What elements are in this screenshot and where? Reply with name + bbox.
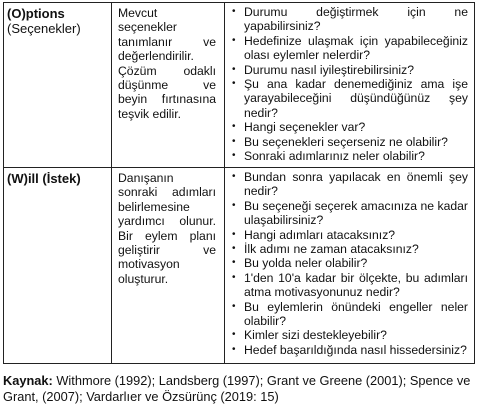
question-item	[232, 242, 468, 256]
will-header-letter: (W)	[7, 171, 28, 186]
question-text: Hedefinize ulaşmak için yapabileceğiniz olası eylemler nelerdir?	[244, 33, 468, 63]
bullet-icon: •	[232, 199, 236, 211]
question-item	[232, 271, 468, 300]
bullet-icon: •	[232, 228, 236, 240]
options-header-letter: (O)	[7, 6, 26, 21]
question-item	[232, 170, 468, 199]
question-item	[232, 63, 468, 77]
question-text: 1'den 10'a kadar bir ölçekte, bu adımları atma motivasyonunuz nedir?	[244, 270, 468, 300]
question-item	[232, 34, 468, 63]
question-text: Durumu nasıl iyileştirebilirsiniz?	[244, 62, 415, 77]
source-caption	[3, 373, 477, 405]
options-header	[7, 6, 107, 36]
question-text: Bu yolda neler olabilir?	[244, 256, 368, 271]
column-divider-1	[111, 3, 112, 363]
bullet-icon: •	[232, 6, 236, 17]
question-text: Bundan sonra yapılacak en önemli şey nedir?	[244, 170, 468, 199]
source-label: Kaynak:	[3, 373, 53, 388]
question-item	[232, 135, 468, 149]
bullet-icon: •	[232, 34, 236, 46]
question-text: Hangi adımları atacaksınız?	[244, 227, 396, 242]
coaching-options-will-table	[3, 2, 475, 364]
bullet-icon: •	[232, 300, 236, 312]
bullet-icon: •	[232, 257, 236, 269]
question-item	[232, 300, 468, 329]
question-text: Şu ana kadar denemediğiniz ama işe yarayabileceğini düşündüğünüz şey nedir?	[244, 77, 468, 120]
question-item	[232, 343, 468, 357]
bullet-icon: •	[232, 243, 236, 255]
bullet-icon: •	[232, 121, 236, 133]
question-item	[232, 256, 468, 270]
question-item	[232, 120, 468, 134]
will-header	[7, 171, 107, 186]
bullet-icon: •	[232, 329, 236, 341]
question-item	[232, 5, 468, 34]
question-item	[232, 149, 468, 163]
options-header-word: ptions	[25, 6, 65, 21]
question-item	[232, 228, 468, 242]
options-header-translation: (Seçenekler)	[7, 21, 81, 36]
options-question-list	[232, 5, 468, 163]
bullet-icon: •	[232, 63, 236, 75]
bullet-icon: •	[232, 135, 236, 147]
will-description: Danışanın sonraki adımları belirlemesine yardımcı olunur. Bir eylem planı geliştirir ve motivasyon oluşturur.	[118, 171, 216, 286]
options-description: Mevcut seçenekler tanımlanır ve değerlendirilir. Çözüm odaklı düşünme ve beyin fırtınasına teşvik edilir.	[118, 6, 216, 121]
bullet-icon: •	[232, 271, 236, 283]
source-text: Withmore (1992); Landsberg (1997); Grant ve Greene (2001); Spence ve Grant, (2007); Vardarlıer ve Özsürünç (2019: 15)	[3, 373, 471, 404]
bullet-icon: •	[232, 78, 236, 90]
question-item	[232, 328, 468, 342]
question-text: Kimler sizi destekleyebilir?	[244, 328, 387, 343]
question-text: Hedef başarıldığında nasıl hissedersiniz?	[244, 342, 467, 357]
bullet-icon: •	[232, 343, 236, 355]
column-divider-2	[224, 3, 225, 363]
will-question-list	[232, 170, 468, 357]
question-text: Sonraki adımlarınız neler olabilir?	[244, 149, 425, 164]
row-divider	[4, 167, 474, 168]
bullet-icon: •	[232, 171, 236, 182]
bullet-icon: •	[232, 150, 236, 162]
question-text: Durumu değiştirmek için ne yapabilirsiniz?	[244, 5, 468, 34]
question-text: Bu seçeneği seçerek amacınıza ne kadar ulaşabilirsiniz?	[244, 198, 468, 228]
question-item	[232, 199, 468, 228]
question-text: Bu seçenekleri seçerseniz ne olabilir?	[244, 134, 448, 149]
question-item	[232, 77, 468, 120]
question-text: Hangi seçenekler var?	[244, 120, 366, 135]
question-text: Bu eylemlerin önündeki engeller neler olabilir?	[244, 299, 468, 329]
will-header-word: ill (İstek)	[27, 171, 81, 186]
question-text: İlk adımı ne zaman atacaksınız?	[244, 242, 419, 257]
